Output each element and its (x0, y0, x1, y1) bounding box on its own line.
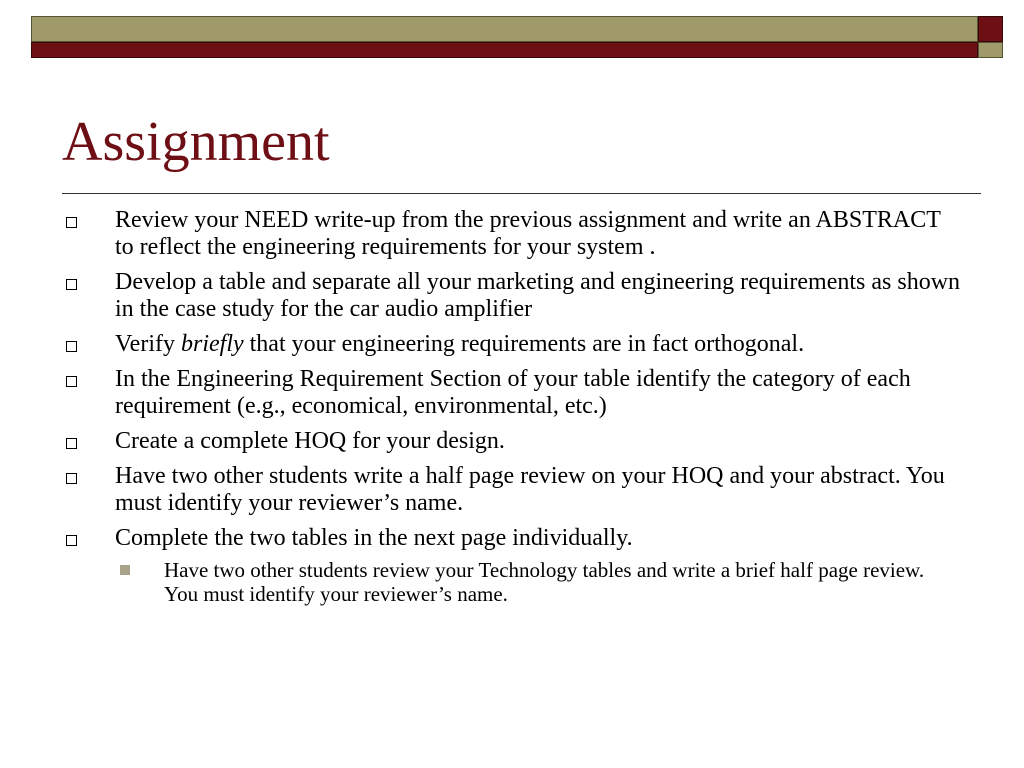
bullet-item (62, 269, 962, 323)
header-bar-olive (31, 16, 978, 42)
hollow-square-bullet-icon (66, 438, 77, 449)
header-square-maroon (978, 16, 1003, 42)
bullet-text-post: that your engineering requirements are in fact orthogonal. (243, 331, 805, 357)
hollow-square-bullet-icon (66, 217, 77, 228)
bullet-text: Create a complete HOQ for your design. (115, 428, 505, 454)
bullet-item (62, 463, 962, 517)
hollow-square-bullet-icon (66, 341, 77, 352)
bullet-item (62, 428, 962, 455)
header-square-olive (978, 42, 1003, 58)
sub-bullet-item (115, 558, 962, 606)
bullet-text: Have two other students write a half page review on your HOQ and your abstract. You must identify your reviewer’s name. (115, 463, 945, 516)
bullet-text-emphasis: briefly (180, 331, 244, 357)
bullet-item (62, 366, 962, 420)
slide-title: Assignment (62, 111, 330, 173)
bullet-item (62, 525, 962, 606)
header-bar-maroon (31, 42, 978, 58)
hollow-square-bullet-icon (66, 473, 77, 484)
bullet-text-pre: Verify (115, 331, 181, 357)
hollow-square-bullet-icon (66, 535, 77, 546)
slide-body (62, 207, 962, 614)
bullet-text: Develop a table and separate all your marketing and engineering requirements as shown in the case study for the car audio amplifier (115, 269, 961, 322)
bullet-text: In the Engineering Requirement Section of your table identify the category of each requirement (e.g., economical, environmental, etc.) (115, 366, 911, 419)
hollow-square-bullet-icon (66, 279, 77, 290)
sub-bullet-list (115, 558, 962, 606)
filled-square-bullet-icon (120, 565, 130, 575)
hollow-square-bullet-icon (66, 376, 77, 387)
bullet-text: Review your NEED write-up from the previous assignment and write an ABSTRACT to reflect the engineering requirements for your system . (115, 207, 941, 260)
sub-bullet-text: Have two other students review your Technology tables and write a brief half page review. You must identify your reviewer’s name. (164, 558, 925, 606)
bullet-list (62, 207, 962, 606)
title-divider (62, 193, 981, 194)
bullet-text: Complete the two tables in the next page individually. (115, 525, 633, 551)
bullet-item (62, 331, 962, 358)
bullet-item (62, 207, 962, 261)
